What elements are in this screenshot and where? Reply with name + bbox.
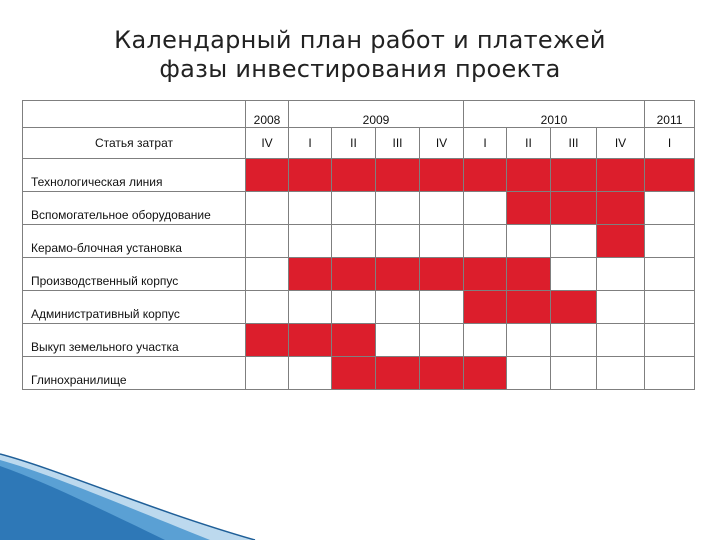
schedule-cell-empty	[376, 324, 420, 357]
schedule-cell-empty	[376, 192, 420, 225]
schedule-cell-empty	[551, 357, 597, 390]
schedule-cell-empty	[645, 291, 695, 324]
schedule-cell-filled	[507, 159, 551, 192]
schedule-cell-empty	[289, 291, 332, 324]
schedule-cell-empty	[551, 225, 597, 258]
row-label: Выкуп земельного участка	[23, 324, 246, 357]
row-label: Технологическая линия	[23, 159, 246, 192]
schedule-cell-filled	[376, 159, 420, 192]
title-line-1: Календарный план работ и платежей	[114, 26, 606, 54]
schedule-cell-empty	[332, 225, 376, 258]
schedule-cell-empty	[507, 324, 551, 357]
schedule-cell-filled	[597, 225, 645, 258]
schedule-cell-empty	[645, 225, 695, 258]
schedule-cell-empty	[420, 291, 464, 324]
quarter-header-row	[23, 128, 695, 159]
schedule-cell-filled	[464, 258, 507, 291]
table-row	[23, 291, 695, 324]
schedule-cell-empty	[246, 291, 289, 324]
schedule-cell-filled	[332, 258, 376, 291]
table-row	[23, 324, 695, 357]
row-label: Административный корпус	[23, 291, 246, 324]
quarter-header-cell: I	[645, 128, 695, 159]
table-row	[23, 225, 695, 258]
schedule-cell-filled	[597, 159, 645, 192]
schedule-cell-filled	[464, 291, 507, 324]
schedule-cell-filled	[332, 357, 376, 390]
schedule-cell-filled	[332, 159, 376, 192]
quarter-header-cell: III	[551, 128, 597, 159]
schedule-cell-empty	[289, 192, 332, 225]
year-header-row	[23, 101, 695, 128]
quarter-header-cell: II	[332, 128, 376, 159]
schedule-cell-empty	[420, 225, 464, 258]
schedule-cell-empty	[597, 258, 645, 291]
schedule-table	[22, 100, 695, 390]
schedule-cell-empty	[507, 357, 551, 390]
schedule-cell-filled	[289, 258, 332, 291]
year-2008: 2008	[246, 101, 289, 128]
schedule-cell-filled	[420, 159, 464, 192]
schedule-cell-filled	[464, 159, 507, 192]
year-2010: 2010	[464, 101, 645, 128]
quarter-header-cell: I	[289, 128, 332, 159]
schedule-cell-empty	[332, 291, 376, 324]
schedule-cell-empty	[645, 258, 695, 291]
table-row	[23, 357, 695, 390]
schedule-cell-filled	[420, 258, 464, 291]
quarter-header-cell: IV	[420, 128, 464, 159]
schedule-cell-filled	[376, 357, 420, 390]
table-row	[23, 258, 695, 291]
schedule-cell-empty	[246, 225, 289, 258]
schedule-cell-filled	[464, 357, 507, 390]
schedule-cell-empty	[376, 225, 420, 258]
cost-header: Статья затрат	[23, 128, 246, 159]
schedule-cell-filled	[551, 192, 597, 225]
row-label: Керамо-блочная установка	[23, 225, 246, 258]
schedule-cell-empty	[645, 192, 695, 225]
schedule-cell-filled	[551, 159, 597, 192]
table-row	[23, 159, 695, 192]
schedule-cell-empty	[332, 192, 376, 225]
quarter-header-cell: III	[376, 128, 420, 159]
year-2011: 2011	[645, 101, 695, 128]
schedule-cell-filled	[332, 324, 376, 357]
schedule-cell-empty	[420, 324, 464, 357]
schedule-cell-filled	[645, 159, 695, 192]
cost-header-top	[23, 101, 246, 128]
schedule-cell-empty	[376, 291, 420, 324]
schedule-cell-empty	[597, 324, 645, 357]
schedule-cell-empty	[507, 225, 551, 258]
schedule-cell-empty	[289, 357, 332, 390]
schedule-cell-empty	[551, 324, 597, 357]
decorative-wave	[0, 430, 260, 540]
schedule-cell-empty	[551, 258, 597, 291]
row-label: Вспомогательное оборудование	[23, 192, 246, 225]
schedule-cell-empty	[246, 192, 289, 225]
schedule-cell-filled	[246, 324, 289, 357]
schedule-cell-filled	[289, 324, 332, 357]
schedule-cell-empty	[464, 225, 507, 258]
schedule-cell-empty	[464, 192, 507, 225]
quarter-header-cell: IV	[597, 128, 645, 159]
schedule-cell-empty	[645, 324, 695, 357]
schedule-cell-filled	[376, 258, 420, 291]
table-row	[23, 192, 695, 225]
schedule-cell-empty	[420, 192, 464, 225]
schedule-cell-empty	[597, 357, 645, 390]
schedule-cell-filled	[246, 159, 289, 192]
schedule-cell-empty	[645, 357, 695, 390]
quarter-header-cell: IV	[246, 128, 289, 159]
schedule-cell-filled	[420, 357, 464, 390]
row-label: Производственный корпус	[23, 258, 246, 291]
row-label: Глинохранилище	[23, 357, 246, 390]
schedule-cell-empty	[464, 324, 507, 357]
schedule-cell-empty	[246, 258, 289, 291]
quarter-header-cell: II	[507, 128, 551, 159]
title-line-2: фазы инвестирования проекта	[159, 55, 561, 83]
schedule-cell-filled	[597, 192, 645, 225]
schedule-cell-filled	[507, 291, 551, 324]
schedule-cell-empty	[246, 357, 289, 390]
schedule-cell-filled	[289, 159, 332, 192]
schedule-cell-filled	[507, 192, 551, 225]
schedule-cell-empty	[289, 225, 332, 258]
schedule-cell-filled	[551, 291, 597, 324]
slide-title	[0, 26, 720, 84]
year-2009: 2009	[289, 101, 464, 128]
schedule-cell-filled	[507, 258, 551, 291]
quarter-header-cell: I	[464, 128, 507, 159]
schedule-cell-empty	[597, 291, 645, 324]
